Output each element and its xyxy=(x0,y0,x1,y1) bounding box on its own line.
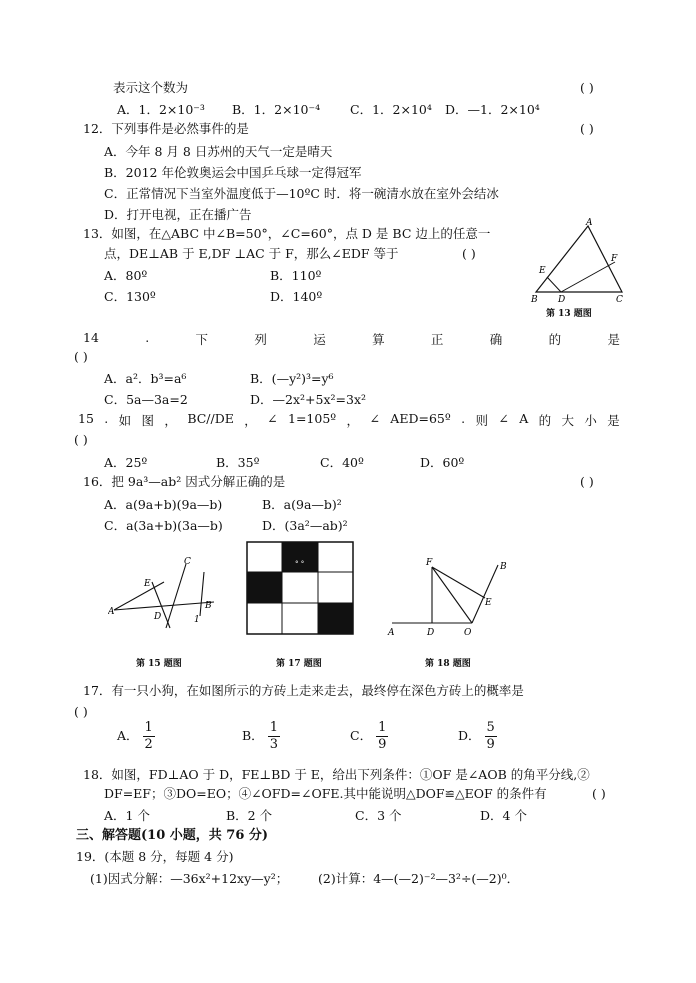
q18-label-e: E xyxy=(485,598,492,608)
q12-stem: 12．下列事件是必然事件的是 xyxy=(83,121,249,136)
q18-stem-line2: DF=EF；③DO=EO；④∠OFD=∠OFE.其中能说明△DOF≌△EOF 的条件有 xyxy=(104,786,547,801)
q17-option-c: C． $\frac{1}{9}$ xyxy=(350,720,387,752)
q16-stem: 16．把 9a³—ab² 因式分解正确的是 xyxy=(83,474,286,489)
q13-label-f: F xyxy=(611,254,618,264)
q17-answer-paren: ( ) xyxy=(74,704,88,719)
q11-option-b: B．1．2×10⁻⁴ xyxy=(232,102,321,117)
q14-option-a: A．a²．b³=a⁶ xyxy=(104,371,187,386)
q18-label-f: F xyxy=(426,558,433,568)
dark-tile xyxy=(318,603,353,634)
q16-answer-paren: ( ) xyxy=(580,474,594,489)
q12-option-c: C．正常情况下当室外温度低于—10ºC 时．将一碗清水放在室外会结冰 xyxy=(104,186,499,201)
q15-label-b: B xyxy=(205,601,212,611)
q13-caption: 第 13 题图 xyxy=(546,309,592,319)
q18-answer-paren: ( ) xyxy=(592,786,606,801)
q15-label-c: C xyxy=(184,557,191,567)
section-title: 三、解答题(10 小题，共 76 分) xyxy=(76,828,269,843)
q13-triangle-figure xyxy=(528,216,632,304)
q18-option-d: D．4 个 xyxy=(480,808,527,823)
q17-tile-figure xyxy=(246,541,354,635)
q12-option-a: A．今年 8 月 8 日苏州的天气一定是晴天 xyxy=(104,144,333,159)
dark-tile xyxy=(247,572,282,603)
q15-label-1: 1 xyxy=(194,615,200,625)
q18-option-c: C．3 个 xyxy=(355,808,402,823)
q17-caption: 第 17 题图 xyxy=(276,659,322,669)
q13-label-d: D xyxy=(558,295,566,304)
q18-label-d: D xyxy=(427,628,435,638)
q19-stem: 19．(本题 8 分，每题 4 分) xyxy=(76,849,234,864)
q14-option-d: D．—2x²+5x²=3x² xyxy=(250,392,367,407)
q15-label-e: E xyxy=(144,579,151,589)
q13-answer-paren: ( ) xyxy=(462,246,476,261)
q14-option-c: C．5a—3a=2 xyxy=(104,392,188,407)
q14-answer-paren: ( ) xyxy=(74,349,88,364)
q13-label-b: B xyxy=(531,295,538,304)
q17-option-d: D． $\frac{5}{9}$ xyxy=(458,720,495,752)
q15-answer-paren: ( ) xyxy=(74,432,88,447)
q13-label-e: E xyxy=(539,266,546,276)
q18-stem-line1: 18．如图，FD⊥AO 于 D，FE⊥BD 于 E，给出下列条件：①OF 是∠AOB 的角平分线,② xyxy=(83,767,590,782)
q18-label-a: A xyxy=(388,628,395,638)
q13-option-d: D．140º xyxy=(270,289,323,304)
q13-option-c: C．130º xyxy=(104,289,156,304)
q15-stem: 15 . 如 图 ， BC//DE ， ∠ 1=105º ， ∠ AED=65º . 则 ∠ A 的 大 小 是 xyxy=(78,411,620,428)
q11-stem-line: 表示这个数为 xyxy=(113,80,189,95)
q18-figure xyxy=(386,553,516,639)
q14-option-b: B．(—y²)³=y⁶ xyxy=(250,371,334,386)
q15-option-b: B．35º xyxy=(216,455,260,470)
q17-option-b: B． $\frac{1}{3}$ xyxy=(242,720,278,752)
q13-label-c: C xyxy=(616,295,623,304)
q14-stem: 14 . 下 列 运 算 正 确 的 是 xyxy=(83,330,620,347)
q15-caption: 第 15 题图 xyxy=(136,659,182,669)
q13-option-a: A．80º xyxy=(104,268,148,283)
q15-option-a: A．25º xyxy=(104,455,148,470)
q11-answer-paren: ( ) xyxy=(580,80,594,95)
q16-option-a: A．a(9a+b)(9a—b) xyxy=(104,497,223,512)
q18-option-a: A．1 个 xyxy=(104,808,150,823)
q11-option-a: A．1．2×10⁻³ xyxy=(117,102,205,117)
q13-label-a: A xyxy=(586,218,593,228)
q17-option-a: A． $\frac{1}{2}$ xyxy=(117,720,153,752)
dog-mark-icon: ° ° xyxy=(295,560,305,568)
q13-stem-line1: 13．如图，在△ABC 中∠B=50°，∠C=60°，点 D 是 BC 边上的任意一 xyxy=(83,226,491,241)
q11-option-c: C．1．2×10⁴ xyxy=(350,102,432,117)
q15-figure xyxy=(108,552,220,632)
q15-label-d: D xyxy=(154,612,162,622)
q19-part2: (2)计算：4—(—2)⁻²—3²÷(—2)⁰． xyxy=(318,871,520,886)
q11-option-d: D．—1．2×10⁴ xyxy=(445,102,540,117)
q13-stem-line2: 点，DE⊥AB 于 E,DF ⊥AC 于 F，那么∠EDF 等于 xyxy=(104,246,399,261)
q18-label-b: B xyxy=(500,562,507,572)
q13-option-b: B．110º xyxy=(270,268,322,283)
q15-option-c: C．40º xyxy=(320,455,364,470)
q16-option-b: B．a(9a—b)² xyxy=(262,497,342,512)
q18-caption: 第 18 题图 xyxy=(425,659,471,669)
q15-option-d: D．60º xyxy=(420,455,465,470)
q12-option-b: B．2012 年伦敦奥运会中国乒乓球一定得冠军 xyxy=(104,165,362,180)
q16-option-c: C．a(3a+b)(3a—b) xyxy=(104,518,223,533)
q18-label-o: O xyxy=(464,628,472,638)
q15-label-a: A xyxy=(108,607,115,617)
q16-option-d: D．(3a²—ab)² xyxy=(262,518,348,533)
q19-part1: (1)因式分解：—36x²+12xy—y²； xyxy=(90,871,289,886)
q18-option-b: B．2 个 xyxy=(226,808,273,823)
q12-option-d: D．打开电视，正在播广告 xyxy=(104,207,252,222)
q12-answer-paren: ( ) xyxy=(580,121,594,136)
q17-stem: 17．有一只小狗，在如图所示的方砖上走来走去，最终停在深色方砖上的概率是 xyxy=(83,683,524,698)
